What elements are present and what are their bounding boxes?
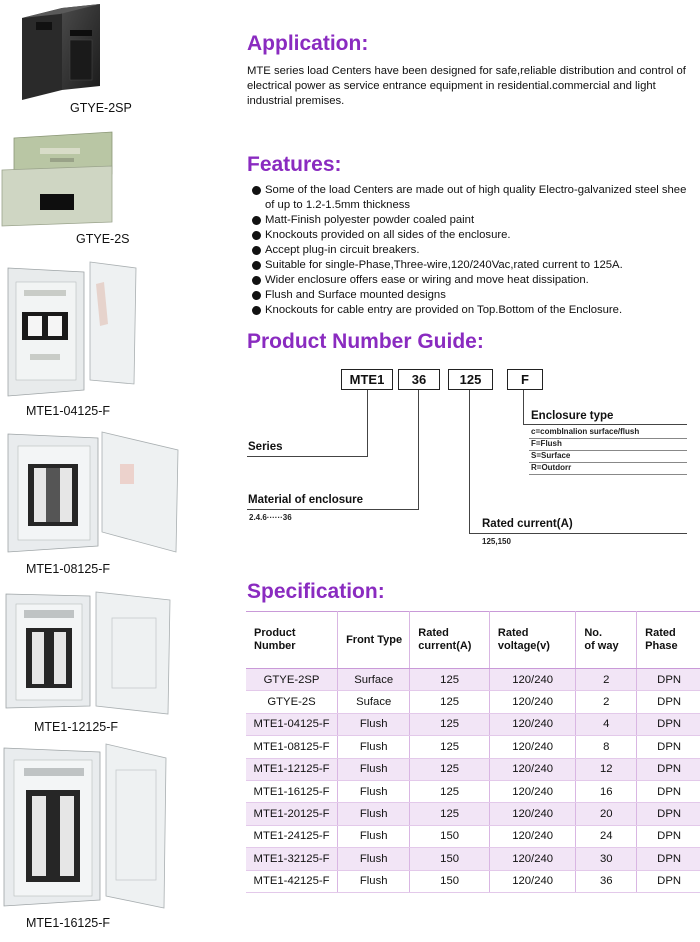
- feature-text: Matt-Finish polyester powder coaled paint: [265, 214, 475, 226]
- table-cell: 150: [410, 848, 490, 870]
- product-image-gtye-2sp: [0, 0, 200, 100]
- product-image-mte1-16125-f: [0, 740, 200, 910]
- table-cell: 2: [576, 691, 637, 713]
- feature-text: Flush and Surface mounted designs: [265, 289, 446, 301]
- feature-text: Knockouts provided on all sides of the enclosure.: [265, 229, 511, 241]
- table-cell: 30: [576, 848, 637, 870]
- features-heading: Features:: [247, 153, 342, 176]
- table-cell: GTYE-2SP: [246, 669, 338, 691]
- product-caption: MTE1-04125-F: [26, 404, 111, 418]
- table-cell: MTE1-04125-F: [246, 713, 338, 735]
- product-caption: GTYE-2SP: [70, 101, 132, 115]
- table-row: [246, 825, 700, 847]
- column-header-line: Rated: [497, 627, 529, 639]
- table-cell: MTE1-12125-F: [246, 758, 338, 780]
- table-cell: DPN: [637, 803, 700, 825]
- table-cell: MTE1-16125-F: [246, 780, 338, 802]
- series-label: Series: [248, 441, 283, 453]
- table-cell: 125: [410, 713, 490, 735]
- table-cell: DPN: [637, 758, 700, 780]
- column-header: [338, 612, 410, 669]
- column-header: [637, 612, 700, 669]
- table-cell: 120/240: [489, 825, 575, 847]
- table-cell: DPN: [637, 825, 700, 847]
- table-cell: MTE1-08125-F: [246, 736, 338, 758]
- table-row: [246, 848, 700, 870]
- feature-item: [247, 228, 700, 243]
- table-cell: GTYE-2S: [246, 691, 338, 713]
- guide-heading: Product Number Guide:: [247, 330, 484, 353]
- product-image-mte1-12125-f: [0, 588, 200, 718]
- table-row: [246, 736, 700, 758]
- table-cell: DPN: [637, 780, 700, 802]
- table-row: [246, 691, 700, 713]
- table-cell: Flush: [338, 848, 410, 870]
- features-list: [247, 183, 700, 318]
- table-cell: 120/240: [489, 870, 575, 892]
- feature-text: Suitable for single-Phase,Three-wire,120/240Vac,rated current to 125A.: [265, 259, 623, 271]
- table-cell: MTE1-24125-F: [246, 825, 338, 847]
- guide-line: [469, 390, 470, 534]
- column-header-line: Front Type: [346, 633, 403, 646]
- table-cell: Flush: [338, 713, 410, 735]
- table-cell: DPN: [637, 691, 700, 713]
- table-cell: Surface: [338, 669, 410, 691]
- column-header-line: Product: [254, 627, 296, 639]
- bullet-icon: [252, 231, 261, 240]
- table-cell: 36: [576, 870, 637, 892]
- table-cell: 150: [410, 870, 490, 892]
- table-cell: Flush: [338, 825, 410, 847]
- column-header-line: Rated: [645, 627, 676, 639]
- product-image-mte1-08125-f: [0, 428, 200, 558]
- table-cell: 120/240: [489, 848, 575, 870]
- table-row: [246, 713, 700, 735]
- specification-table: [246, 611, 700, 893]
- bullet-icon: [252, 246, 261, 255]
- guide-line: [523, 390, 524, 424]
- guide-box-series: MTE1: [341, 369, 393, 390]
- table-cell: DPN: [637, 870, 700, 892]
- column-header-line: Number: [254, 640, 296, 652]
- column-header: [576, 612, 637, 669]
- feature-text: Wider enclosure offers ease or wiring and move heat dissipation.: [265, 274, 589, 286]
- feature-item: [247, 243, 700, 258]
- table-cell: 16: [576, 780, 637, 802]
- table-row: [246, 803, 700, 825]
- application-heading: Application:: [247, 32, 369, 55]
- feature-item: [247, 213, 700, 228]
- table-cell: Suface: [338, 691, 410, 713]
- column-header: [246, 612, 338, 669]
- table-cell: 120/240: [489, 713, 575, 735]
- product-caption: GTYE-2S: [76, 232, 130, 246]
- table-cell: DPN: [637, 848, 700, 870]
- product-caption: MTE1-12125-F: [34, 720, 119, 734]
- table-cell: 120/240: [489, 803, 575, 825]
- column-header: [410, 612, 490, 669]
- table-cell: 125: [410, 758, 490, 780]
- table-cell: 125: [410, 780, 490, 802]
- feature-item: [247, 288, 700, 303]
- table-cell: 150: [410, 825, 490, 847]
- guide-line: [247, 509, 419, 510]
- guide-line: [523, 424, 687, 425]
- table-cell: 120/240: [489, 691, 575, 713]
- table-cell: 20: [576, 803, 637, 825]
- feature-item: [247, 273, 700, 288]
- feature-item: [247, 303, 700, 318]
- table-cell: MTE1-42125-F: [246, 870, 338, 892]
- table-cell: Flush: [338, 803, 410, 825]
- column-header-line: current(A): [418, 640, 472, 652]
- table-cell: 125: [410, 736, 490, 758]
- material-values: 2.4.6······36: [249, 513, 292, 522]
- table-cell: MTE1-32125-F: [246, 848, 338, 870]
- table-cell: Flush: [338, 758, 410, 780]
- table-row: [246, 758, 700, 780]
- column-header-line: of way: [584, 640, 619, 652]
- table-cell: Flush: [338, 870, 410, 892]
- bullet-icon: [252, 276, 261, 285]
- enclosure-option: R=Outdorr: [531, 463, 572, 472]
- table-cell: 2: [576, 669, 637, 691]
- guide-box-rated: 125: [448, 369, 493, 390]
- table-cell: 4: [576, 713, 637, 735]
- product-image-mte1-04125-f: [0, 258, 200, 398]
- enclosure-option: c=combInalion surface/flush: [531, 427, 640, 436]
- bullet-icon: [252, 261, 261, 270]
- guide-line: [529, 474, 687, 475]
- table-row: [246, 780, 700, 802]
- product-caption: MTE1-16125-F: [26, 916, 111, 930]
- bullet-icon: [252, 306, 261, 315]
- table-cell: DPN: [637, 669, 700, 691]
- feature-item: [247, 183, 700, 213]
- table-cell: 125: [410, 691, 490, 713]
- bullet-icon: [252, 291, 261, 300]
- enclosure-label: Enclosure type: [531, 410, 614, 422]
- product-image-gtye-2s: [0, 130, 200, 230]
- table-cell: MTE1-20125-F: [246, 803, 338, 825]
- table-row: [246, 669, 700, 691]
- column-header-line: No.: [584, 627, 603, 639]
- column-header-line: voltage(v): [497, 640, 550, 652]
- application-text: MTE series load Centers have been designed for safe,reliable distribution and control of electrical power as service entrance equipment in residential.commercial and light industrial premises.: [247, 65, 686, 107]
- table-cell: DPN: [637, 736, 700, 758]
- table-cell: 120/240: [489, 669, 575, 691]
- table-cell: 8: [576, 736, 637, 758]
- table-cell: Flush: [338, 736, 410, 758]
- bullet-icon: [252, 186, 261, 195]
- guide-line: [367, 390, 368, 456]
- feature-item: [247, 258, 700, 273]
- rated-values: 125,150: [482, 537, 511, 546]
- guide-line: [247, 456, 368, 457]
- feature-text-continued: of up to 1.2-1.5mm thickness: [265, 199, 411, 211]
- table-cell: 120/240: [489, 758, 575, 780]
- table-cell: 125: [410, 669, 490, 691]
- guide-line: [469, 533, 687, 534]
- enclosure-option: S=Surface: [531, 451, 571, 460]
- feature-text: Some of the load Centers are made out of high quality Electro-galvanized steel shee: [265, 184, 687, 196]
- rated-label: Rated current(A): [482, 518, 573, 530]
- enclosure-option: F=Flush: [531, 439, 562, 448]
- guide-box-enclosure: F: [507, 369, 543, 390]
- bullet-icon: [252, 216, 261, 225]
- guide-box-material: 36: [398, 369, 440, 390]
- product-caption: MTE1-08125-F: [26, 562, 111, 576]
- table-cell: 120/240: [489, 736, 575, 758]
- column-header: [489, 612, 575, 669]
- table-cell: 12: [576, 758, 637, 780]
- table-cell: Flush: [338, 780, 410, 802]
- feature-text: Knockouts for cable entry are provided on Top.Bottom of the Enclosure.: [265, 304, 623, 316]
- column-header-line: Phase: [645, 640, 678, 652]
- specification-heading: Specification:: [247, 580, 385, 603]
- feature-text: Accept plug-in circuit breakers.: [265, 244, 420, 256]
- table-cell: 24: [576, 825, 637, 847]
- table-cell: 125: [410, 803, 490, 825]
- table-cell: DPN: [637, 713, 700, 735]
- column-header-line: Rated: [418, 627, 449, 639]
- table-cell: 120/240: [489, 780, 575, 802]
- table-row: [246, 870, 700, 892]
- material-label: Material of enclosure: [248, 494, 364, 506]
- guide-line: [418, 390, 419, 510]
